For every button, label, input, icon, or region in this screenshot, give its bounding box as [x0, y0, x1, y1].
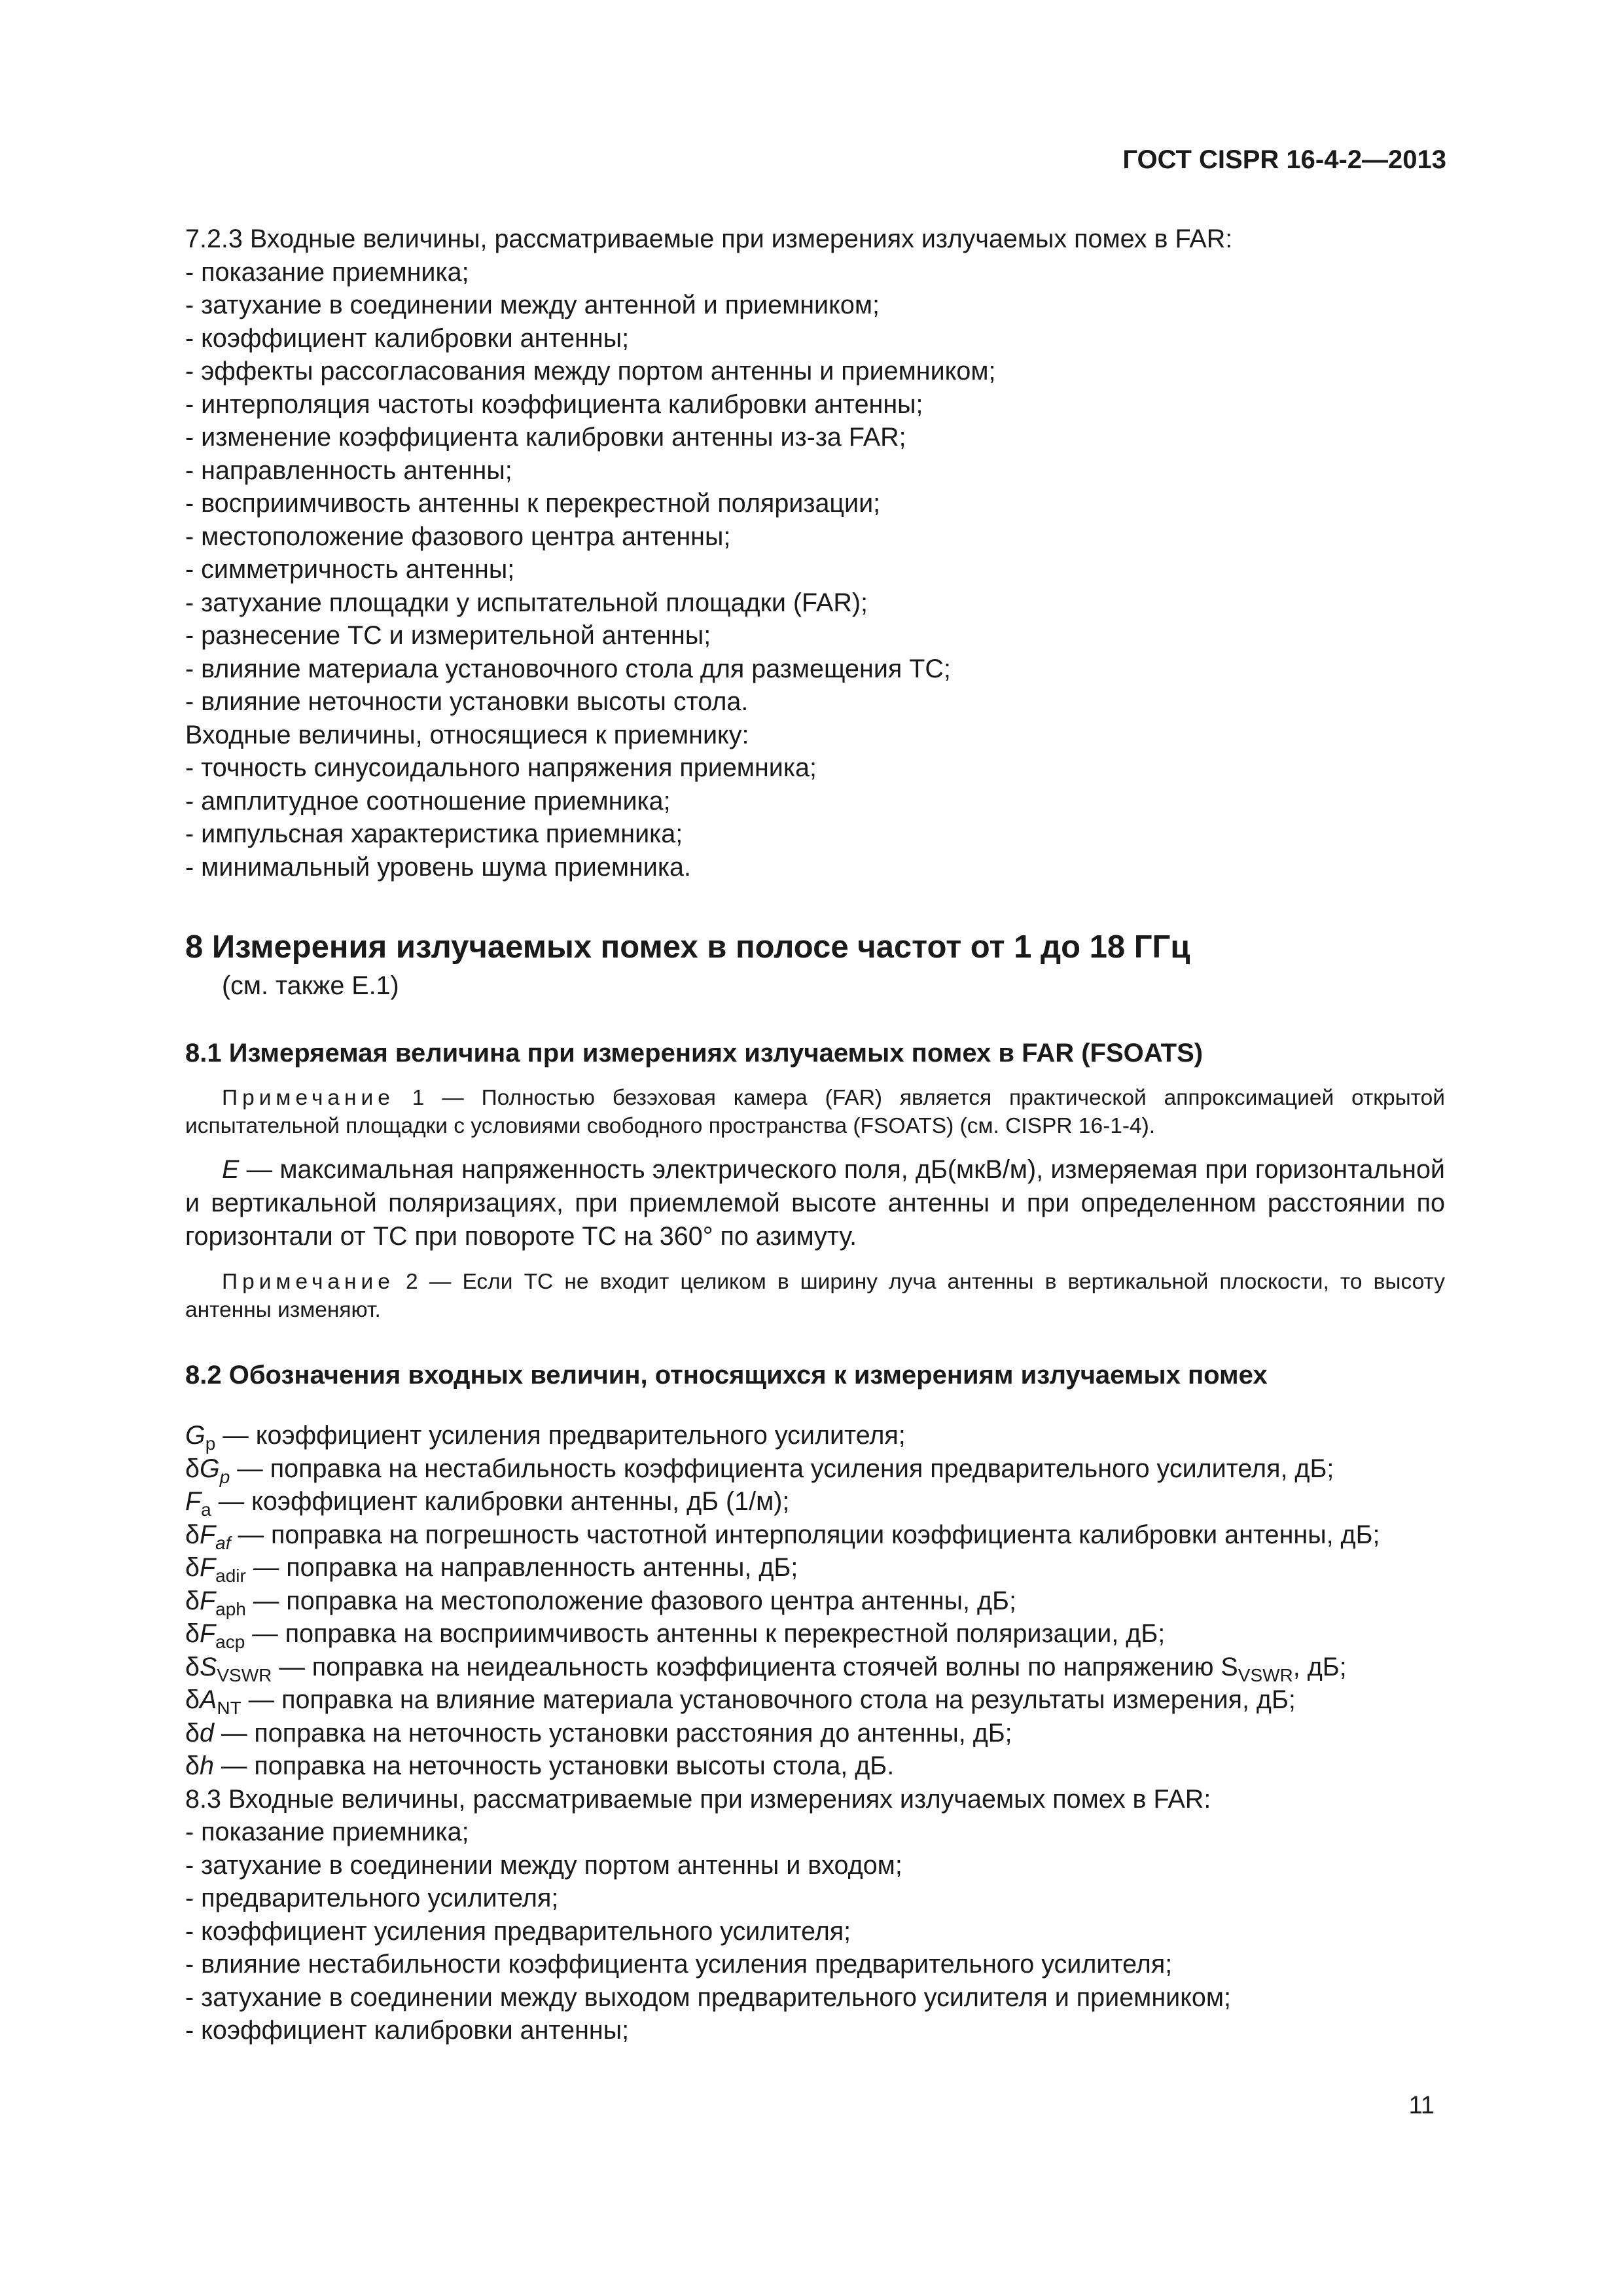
list-item: - эффекты рассогласования между портом антенны и приемником;: [185, 357, 996, 386]
symbol-item: [185, 1452, 1445, 1486]
list-item: - затухание площадки у испытательной площадки (FAR);: [185, 588, 868, 617]
section-83-list: [185, 1816, 1445, 2047]
list-item: - восприимчивость антенны к перекрестной поляризации;: [185, 489, 881, 518]
list-item: - разнесение ТС и измерительной антенны;: [185, 621, 711, 650]
symbol-list: [185, 1419, 1445, 1783]
list-item: - направленность антенны;: [185, 456, 512, 485]
symbol-tail: , дБ;: [1293, 1652, 1347, 1681]
symbol-base: S: [200, 1652, 217, 1681]
list-item: - влияние нестабильности коэффициента усиления предварительного усилителя;: [185, 1950, 1173, 1979]
symbol-prefix: δ: [185, 1718, 200, 1748]
section-723-list: [185, 256, 1445, 719]
symbol-text: — поправка на влияние материала установочного стола на результаты измерения, дБ;: [241, 1685, 1296, 1714]
symbol-item: [185, 1419, 1445, 1452]
note-1-lead: Примечание: [222, 1086, 395, 1110]
symbol-item: [185, 1485, 1445, 1518]
list-item: - затухание в соединении между портом антенны и входом;: [185, 1850, 902, 1880]
section-83-intro: 8.3 Входные величины, рассматриваемые при измерениях излучаемых помех в FAR:: [185, 1784, 1211, 1814]
symbol-text: — поправка на неидеальность коэффициента стоячей волны по напряжению S: [272, 1652, 1238, 1681]
list-item: - влияние материала установочного стола для размещения ТС;: [185, 654, 951, 683]
symbol-sub: p: [205, 1433, 216, 1454]
symbol-sub: aph: [215, 1598, 246, 1619]
note-1-text: 1 — Полностью безэховая камера (FAR) является практической аппроксимацией открытой испытательной площадки с условиями свободного пространства (FSOATS) (см. CISPR 16-1-4).: [185, 1086, 1445, 1138]
page-header-standard: ГОСТ CISPR 16-4-2—2013: [1122, 145, 1446, 174]
symbol-base: h: [200, 1751, 214, 1780]
note-1: [185, 1084, 1445, 1140]
page-content: [185, 223, 1445, 2047]
symbol-prefix: δ: [185, 1652, 200, 1681]
note-2: [185, 1268, 1445, 1324]
e-symbol: E: [222, 1155, 240, 1184]
symbol-base: d: [200, 1718, 214, 1748]
symbol-prefix: δ: [185, 1553, 200, 1582]
symbol-sub: p: [219, 1466, 230, 1487]
symbol-item: [185, 1651, 1445, 1684]
list-item: - влияние неточности установки высоты стола.: [185, 687, 749, 716]
symbol-prefix: δ: [185, 1520, 200, 1549]
symbol-text: — поправка на погрешность частотной интерполяции коэффициента калибровки антенны, дБ;: [230, 1520, 1380, 1549]
symbol-prefix: δ: [185, 1619, 200, 1648]
note-2-text: 2 — Если ТС не входит целиком в ширину луча антенны в вертикальной плоскости, то высоту антенны изменяют.: [185, 1270, 1445, 1322]
list-item: - затухание в соединении между выходом предварительного усилителя и приемником;: [185, 1982, 1232, 2012]
symbol-sub: a: [201, 1499, 211, 1520]
section-82-title: 8.2 Обозначения входных величин, относящихся к измерениям излучаемых помех: [185, 1361, 1268, 1390]
note-2-lead: Примечание: [222, 1270, 395, 1294]
list-item: - изменение коэффициента калибровки антенны из-за FAR;: [185, 423, 906, 452]
symbol-item: [185, 1683, 1445, 1717]
page-number: 11: [1408, 2092, 1435, 2119]
e-definition: [185, 1153, 1445, 1253]
list-item: - предварительного усилителя;: [185, 1884, 559, 1912]
symbol-base: A: [200, 1685, 217, 1714]
symbol-base: F: [200, 1619, 216, 1648]
symbol-text: — поправка на направленность антенны, дБ;: [245, 1553, 798, 1582]
list-item: - коэффициент усиления предварительного усилителя;: [185, 1916, 851, 1946]
symbol-base: F: [185, 1487, 202, 1516]
list-item: - затухание в соединении между антенной и приемником;: [185, 291, 880, 319]
symbol-prefix: δ: [185, 1685, 200, 1714]
symbol-item: [185, 1585, 1445, 1618]
symbol-text: — поправка на нестабильность коэффициента усиления предварительного усилителя, дБ;: [230, 1454, 1334, 1483]
list-item: - минимальный уровень шума приемника.: [185, 852, 691, 882]
section-8-title: 8 Измерения излучаемых помех в полосе частот от 1 до 18 ГГц: [185, 929, 1190, 965]
symbol-item: [185, 1717, 1445, 1750]
symbol-sub: adir: [215, 1566, 246, 1586]
symbol-text: — коэффициент усиления предварительного усилителя;: [215, 1421, 906, 1450]
receiver-list: [185, 751, 1445, 884]
symbol-base: F: [200, 1520, 216, 1549]
symbol-item: [185, 1617, 1445, 1651]
symbol-prefix: δ: [185, 1454, 200, 1483]
symbol-prefix: δ: [185, 1751, 200, 1780]
symbol-text: — поправка на неточность установки высоты стола, дБ.: [213, 1751, 895, 1780]
symbol-tail-sub: VSWR: [1238, 1664, 1293, 1685]
symbol-prefix: δ: [185, 1586, 200, 1615]
symbol-text: — поправка на восприимчивость антенны к перекрестной поляризации, дБ;: [245, 1619, 1166, 1648]
list-item: - показание приемника;: [185, 1818, 469, 1846]
list-item: - местоположение фазового центра антенны;: [185, 522, 731, 551]
receiver-intro: Входные величины, относящиеся к приемнику:: [185, 720, 749, 749]
symbol-sub: acp: [215, 1632, 245, 1652]
list-item: - амплитудное соотношение приемника;: [185, 786, 671, 816]
list-item: - коэффициент калибровки антенны;: [185, 2016, 630, 2045]
list-item: - точность синусоидального напряжения приемника;: [185, 753, 817, 782]
section-8-subtitle: (см. также Е.1): [222, 971, 399, 1000]
symbol-item: [185, 1518, 1445, 1552]
symbol-sub: VSWR: [217, 1664, 272, 1685]
list-item: - показание приемника;: [185, 257, 469, 287]
list-item: - симметричность антенны;: [185, 555, 515, 584]
symbol-text: — коэффициент калибровки антенны, дБ (1/м);: [211, 1487, 790, 1516]
section-723-intro: 7.2.3 Входные величины, рассматриваемые при измерениях излучаемых помех в FAR:: [185, 224, 1233, 253]
symbol-base: G: [200, 1454, 220, 1483]
symbol-text: — поправка на неточность установки расстояния до антенны, дБ;: [213, 1718, 1012, 1748]
symbol-item: [185, 1551, 1445, 1585]
symbol-base: F: [200, 1553, 216, 1582]
symbol-base: G: [185, 1421, 205, 1450]
symbol-text: — поправка на местоположение фазового центра антенны, дБ;: [245, 1586, 1016, 1615]
list-item: - коэффициент калибровки антенны;: [185, 323, 630, 353]
section-81-title: 8.1 Измеряемая величина при измерениях излучаемых помех в FAR (FSOATS): [185, 1039, 1204, 1067]
symbol-sub: NT: [217, 1698, 241, 1718]
symbol-base: F: [200, 1586, 216, 1615]
symbol-sub: af: [215, 1532, 231, 1553]
list-item: - импульсная характеристика приемника;: [185, 819, 683, 848]
e-definition-text: — максимальная напряженность электрического поля, дБ(мкВ/м), измеряемая при горизонтальной и вертикальной поляризациях, при приемлемой высоте антенны и при определенном расстоянии по горизонтали от ТС при повороте ТС на 360° по азимуту.: [185, 1155, 1445, 1251]
symbol-item: [185, 1749, 1445, 1783]
list-item: - интерполяция частоты коэффициента калибровки антенны;: [185, 389, 923, 419]
